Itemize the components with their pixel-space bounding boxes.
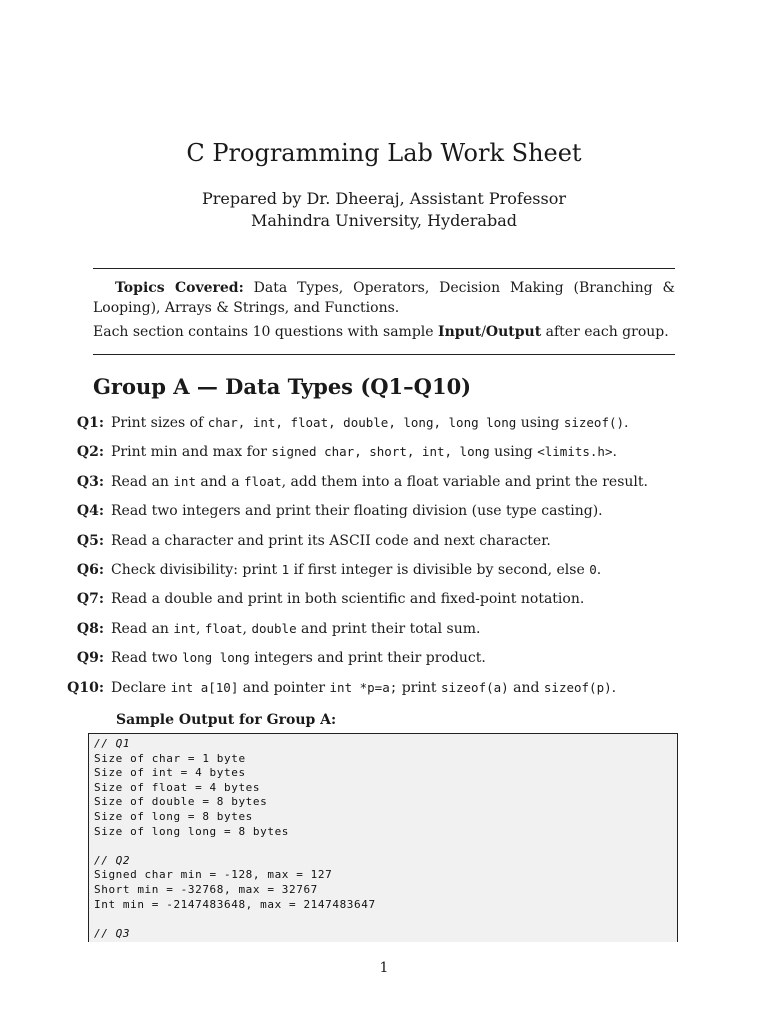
question-text-part: and pointer bbox=[238, 679, 330, 696]
question-text bbox=[111, 677, 616, 699]
bottom-rule bbox=[93, 354, 675, 355]
question-item bbox=[0, 618, 768, 647]
page-title: C Programming Lab Work Sheet bbox=[186, 139, 582, 167]
question-text-part: . bbox=[611, 679, 617, 696]
author-line: Prepared by Dr. Dheeraj, Assistant Professor bbox=[202, 189, 566, 208]
question-label: Q3: bbox=[76, 473, 104, 490]
question-item bbox=[0, 677, 768, 706]
inline-code: signed char, short, int, long bbox=[271, 444, 490, 460]
section-note bbox=[93, 322, 675, 342]
question-list bbox=[0, 412, 768, 706]
question-text bbox=[111, 412, 629, 434]
question-text-part: , add them into a float variable and print the result. bbox=[281, 473, 648, 490]
question-text-part: using bbox=[489, 444, 538, 461]
inline-code: <limits.h> bbox=[537, 444, 613, 460]
note-prefix: Each section contains 10 questions with sample bbox=[93, 324, 439, 340]
question-label: Q6: bbox=[76, 561, 104, 578]
note-slash: / bbox=[481, 324, 486, 340]
code-comment-line: // Q1 bbox=[94, 737, 131, 750]
inline-code: char, int, float, double, long, long long bbox=[207, 415, 517, 430]
inline-code: float bbox=[244, 473, 282, 489]
topics-text: Data Types, Operators, Decision Making (Branching & Looping), Arrays & Strings, and Functions. bbox=[93, 280, 675, 316]
question-text-part: Check divisibility: print bbox=[111, 561, 282, 578]
question-item bbox=[0, 588, 768, 617]
sample-output-code bbox=[94, 737, 376, 941]
inline-code: float bbox=[204, 620, 243, 636]
question-label: Q9: bbox=[76, 650, 104, 667]
inline-code: int a[10] bbox=[170, 679, 239, 695]
section-heading: Group A — Data Types (Q1–Q10) bbox=[93, 374, 472, 399]
question-text-part: Read a double and print in both scientific and fixed-point notation. bbox=[111, 591, 585, 608]
code-line: Size of char = 1 byte bbox=[94, 751, 246, 765]
code-line: Int min = -2147483648, max = 2147483647 bbox=[94, 897, 376, 911]
question-label: Q8: bbox=[76, 620, 104, 637]
code-line: Signed char min = -128, max = 127 bbox=[94, 868, 333, 882]
question-item bbox=[0, 500, 768, 529]
question-text bbox=[111, 500, 603, 522]
question-text-part: . bbox=[596, 561, 602, 578]
page-number: 1 bbox=[379, 960, 389, 976]
code-line: Size of long long = 8 bytes bbox=[94, 824, 290, 838]
question-text-part: Print sizes of bbox=[111, 415, 208, 431]
inline-code: 1 bbox=[281, 561, 290, 577]
question-text-part: Declare bbox=[111, 679, 171, 696]
question-item bbox=[0, 441, 768, 470]
question-label: Q2: bbox=[76, 444, 104, 461]
question-text-part: . bbox=[624, 415, 629, 431]
question-text-part: , bbox=[242, 620, 252, 637]
question-item bbox=[0, 471, 768, 500]
question-text bbox=[111, 588, 584, 610]
inline-code: sizeof() bbox=[563, 415, 625, 430]
inline-code: int bbox=[173, 620, 196, 636]
note-suffix: after each group. bbox=[541, 324, 669, 340]
question-text bbox=[111, 647, 486, 669]
question-item bbox=[0, 530, 768, 559]
question-text bbox=[111, 559, 601, 581]
footer-area bbox=[0, 942, 768, 1024]
topics-block bbox=[93, 278, 675, 342]
question-text-part: and print their total sum. bbox=[296, 620, 481, 637]
question-text bbox=[111, 530, 551, 552]
inline-code: sizeof(p) bbox=[543, 679, 612, 695]
question-item bbox=[0, 647, 768, 676]
top-rule bbox=[93, 268, 675, 269]
question-label: Q10: bbox=[67, 679, 104, 696]
question-text-part: if first integer is divisible by second, else bbox=[289, 561, 590, 578]
question-label: Q4: bbox=[76, 503, 104, 520]
question-text-part: and a bbox=[195, 473, 245, 490]
code-line: Short min = -32768, max = 32767 bbox=[94, 882, 318, 896]
sample-output-heading: Sample Output for Group A: bbox=[116, 712, 337, 728]
code-line bbox=[94, 912, 376, 927]
question-text-part: Print min and max for bbox=[111, 444, 272, 461]
note-input: Input bbox=[438, 324, 482, 340]
code-line bbox=[94, 839, 376, 854]
question-text-part: , bbox=[195, 620, 205, 637]
question-label: Q5: bbox=[76, 532, 104, 549]
question-text-part: print bbox=[397, 679, 441, 696]
code-line: Size of float = 4 bytes bbox=[94, 780, 261, 794]
question-item bbox=[0, 559, 768, 588]
topics-paragraph bbox=[93, 278, 675, 318]
question-text-part: using bbox=[516, 415, 564, 431]
question-label: Q1: bbox=[76, 415, 104, 431]
question-text bbox=[111, 441, 617, 463]
institution-line: Mahindra University, Hyderabad bbox=[251, 211, 517, 230]
question-text-part: Read an bbox=[111, 473, 174, 490]
topics-label: Topics Covered: bbox=[115, 280, 244, 296]
inline-code: 0 bbox=[589, 561, 597, 577]
inline-code: int bbox=[173, 473, 196, 489]
code-comment-line: // Q2 bbox=[94, 853, 131, 867]
note-output: Output bbox=[485, 324, 542, 340]
question-text bbox=[111, 471, 648, 493]
question-text-part: integers and print their product. bbox=[249, 650, 486, 667]
question-text-part: Read two integers and print their floating division (use type casting). bbox=[111, 503, 603, 520]
question-text-part: Read two bbox=[111, 650, 183, 667]
question-text-part: Read an bbox=[111, 620, 174, 637]
question-label: Q7: bbox=[76, 591, 104, 608]
question-text-part: Read a character and print its ASCII code and next character. bbox=[111, 532, 551, 549]
code-line: Size of int = 4 bytes bbox=[94, 766, 246, 780]
question-text bbox=[111, 618, 480, 640]
question-item bbox=[0, 412, 768, 441]
inline-code: int *p=a; bbox=[329, 679, 398, 695]
inline-code: sizeof(a) bbox=[440, 679, 509, 695]
code-comment-line: // Q3 bbox=[94, 926, 131, 940]
code-line: Size of long = 8 bytes bbox=[94, 809, 253, 823]
inline-code: long long bbox=[182, 650, 250, 666]
question-text-part: and bbox=[508, 679, 544, 696]
question-text-part: . bbox=[612, 444, 617, 461]
inline-code: double bbox=[251, 620, 297, 636]
code-line: Size of double = 8 bytes bbox=[94, 795, 268, 809]
